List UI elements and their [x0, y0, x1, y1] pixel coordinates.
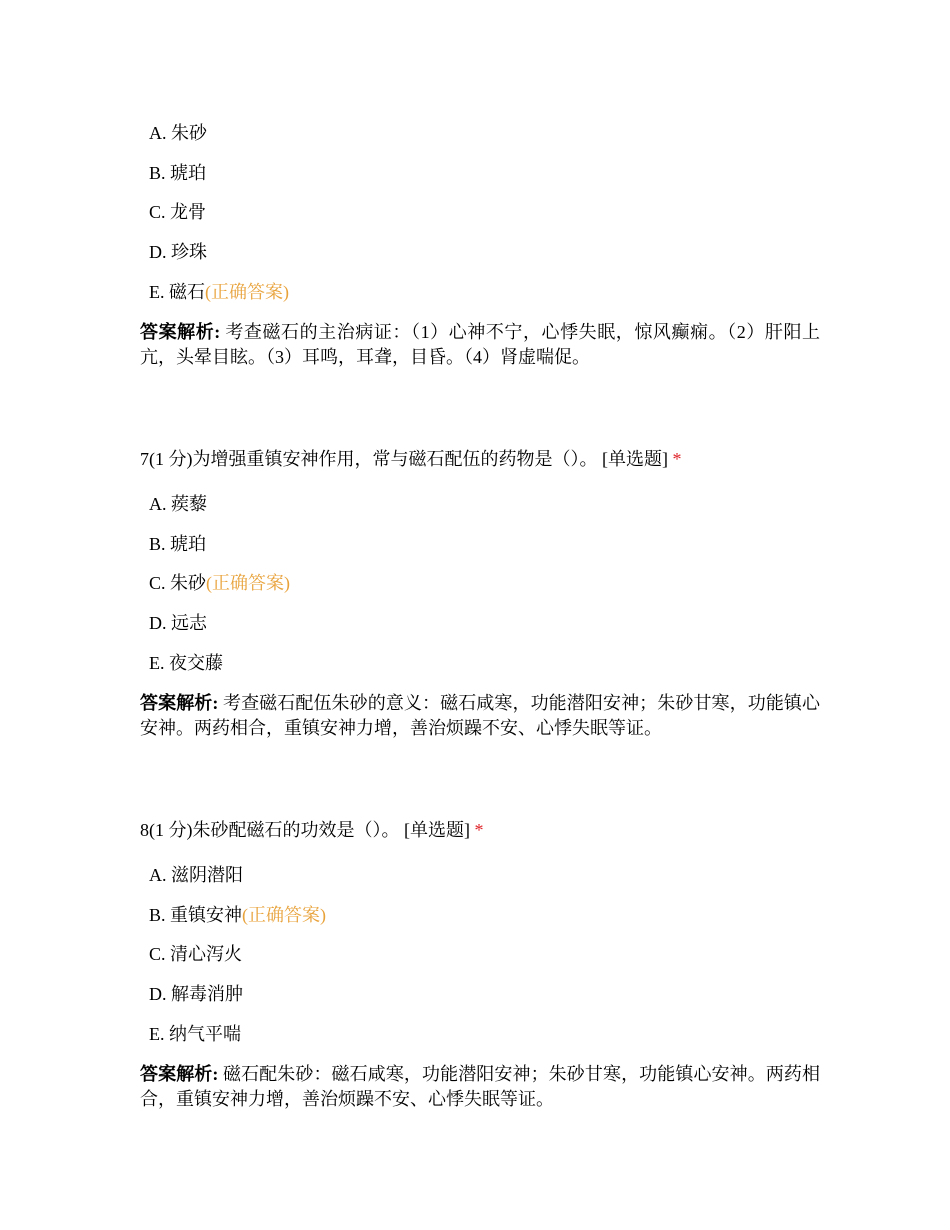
option-b: B. 重镇安神(正确答案)	[149, 905, 327, 925]
option-e: E. 纳气平喘	[149, 1024, 241, 1044]
analysis-label: 答案解析:	[140, 1064, 219, 1084]
option-b: B. 琥珀	[149, 163, 207, 183]
correct-answer-tag: (正确答案)	[206, 573, 291, 593]
question-7-title: 7(1 分)为增强重镇安神作用，常与磁石配伍的药物是（）。 [单选题] *	[140, 449, 682, 469]
option-d: D. 解毒消肿	[149, 984, 243, 1004]
option-c: C. 清心泻火	[149, 944, 243, 964]
option-e: E. 磁石(正确答案)	[149, 282, 289, 302]
required-mark: *	[474, 820, 484, 840]
analysis-label: 答案解析:	[140, 322, 221, 342]
question-6-options	[140, 121, 820, 145]
correct-answer-tag: (正确答案)	[242, 905, 327, 925]
analysis-text: 考查磁石的主治病证：（1）心神不宁，心悸失眠，惊风癫痫。（2）肝阳上亢，头晕目眩。（3）耳鸣，耳聋，目昏。（4）肾虚喘促。	[140, 322, 821, 367]
analysis-label: 答案解析:	[140, 693, 219, 713]
option-d: D. 珍珠	[149, 242, 207, 262]
option-c: C. 朱砂(正确答案)	[149, 573, 291, 593]
option-e: E. 夜交藤	[149, 653, 223, 673]
option-a: A. 滋阴潜阳	[149, 865, 243, 885]
option-c: C. 龙骨	[149, 202, 207, 222]
question-8-analysis	[140, 1062, 820, 1112]
question-7-analysis	[140, 691, 820, 741]
question-6-analysis	[140, 320, 820, 370]
analysis-text: 磁石配朱砂：磁石咸寒，功能潜阳安神；朱砂甘寒，功能镇心安神。两药相合，重镇安神力增，善治烦躁不安、心悸失眠等证。	[140, 1064, 821, 1109]
analysis-text: 考查磁石配伍朱砂的意义：磁石咸寒，功能潜阳安神；朱砂甘寒，功能镇心安神。两药相合，重镇安神力增，善治烦躁不安、心悸失眠等证。	[140, 693, 821, 738]
option-a: A. 蒺藜	[149, 494, 207, 514]
question-8-title: 8(1 分)朱砂配磁石的功效是（）。 [单选题] *	[140, 820, 484, 840]
option-b: B. 琥珀	[149, 534, 207, 554]
correct-answer-tag: (正确答案)	[205, 282, 289, 302]
option-d: D. 远志	[149, 613, 207, 633]
required-mark: *	[672, 449, 682, 469]
option-a: A. 朱砂	[149, 123, 207, 143]
